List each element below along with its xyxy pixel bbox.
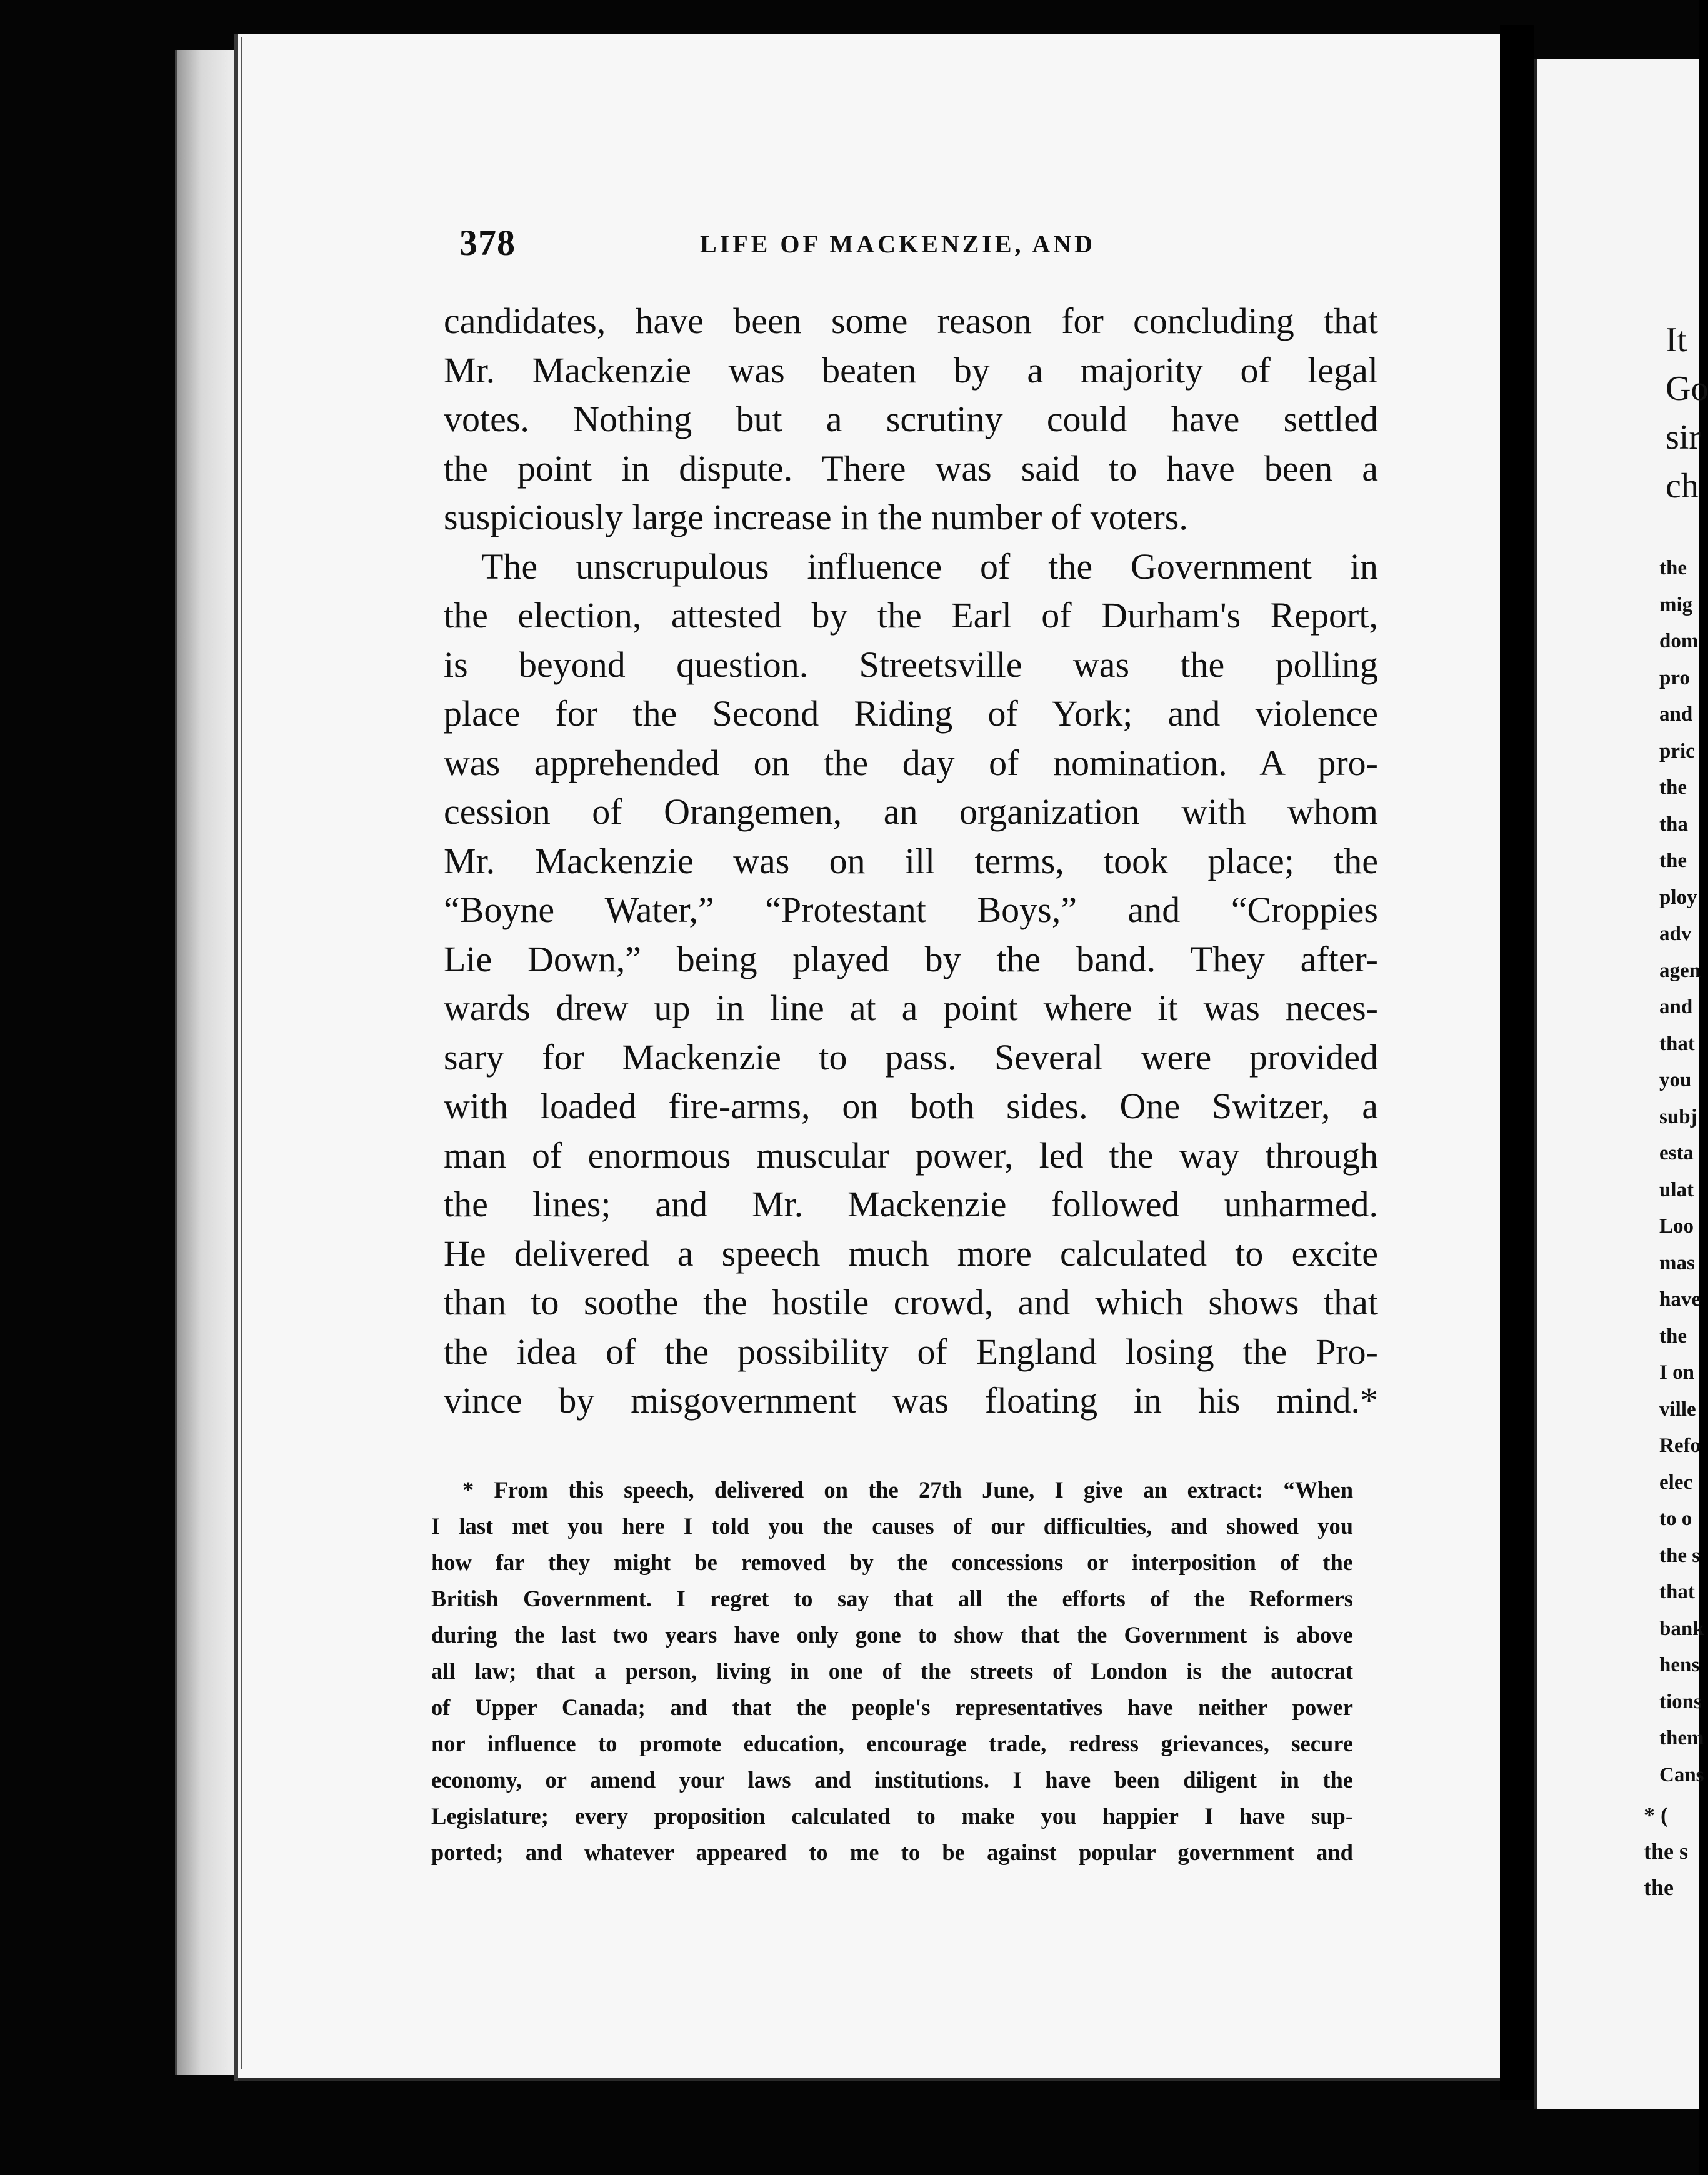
book-edge bbox=[175, 50, 237, 2075]
text-line: with loaded fire-arms, on both sides. One Switzer, a bbox=[444, 1086, 1378, 1126]
right-column-line: ville bbox=[1659, 1398, 1696, 1421]
text-line: is beyond question. Streetsville was the polling bbox=[444, 644, 1378, 685]
right-column-line: tions bbox=[1659, 1690, 1702, 1713]
right-column-line: the bbox=[1659, 557, 1687, 579]
book-gutter bbox=[1500, 25, 1534, 2100]
footnote-line: how far they might be removed by the concessions or interposition of the bbox=[431, 1549, 1353, 1575]
footnote-line: I last met you here I told you the causes of our difficulties, and showed you bbox=[431, 1513, 1353, 1539]
right-column-line: that bbox=[1659, 1581, 1695, 1603]
right-page-clip bbox=[1534, 59, 1708, 2109]
right-column-line: tha bbox=[1659, 812, 1688, 836]
right-column-line: hens bbox=[1659, 1654, 1700, 1676]
right-column-line: esta bbox=[1659, 1142, 1694, 1164]
right-column-line: pro bbox=[1659, 666, 1690, 689]
right-column-line: dom bbox=[1659, 630, 1699, 652]
right-footnote-line: the bbox=[1644, 1875, 1674, 1900]
text-line: candidates, have been some reason for concluding that bbox=[444, 301, 1378, 341]
page-number: 378 bbox=[459, 222, 516, 263]
right-column-line: I on bbox=[1659, 1361, 1694, 1384]
right-column-line: them bbox=[1659, 1727, 1704, 1749]
footnote bbox=[431, 1472, 1353, 1871]
page-border-line bbox=[241, 38, 242, 2069]
right-column-line: Cans bbox=[1659, 1763, 1704, 1786]
right-head-line: It bbox=[1666, 321, 1687, 359]
text-line: suspiciously large increase in the number of voters. bbox=[444, 497, 1188, 538]
text-line: than to soothe the hostile crowd, and which shows that bbox=[444, 1282, 1378, 1322]
text-line: Lie Down,” being played by the band. They after- bbox=[444, 938, 1378, 979]
text-line: the lines; and Mr. Mackenzie followed unharmed. bbox=[444, 1184, 1378, 1224]
text-line: votes. Nothing but a scrutiny could have settled bbox=[444, 399, 1378, 439]
text-line: place for the Second Riding of York; and violence bbox=[444, 693, 1378, 734]
right-column-line: pric bbox=[1659, 739, 1695, 762]
text-line: Mr. Mackenzie was on ill terms, took place; the bbox=[444, 840, 1378, 881]
right-column-line: adv bbox=[1659, 922, 1692, 945]
footnote-line: ported; and whatever appeared to me to be against popular government and bbox=[431, 1839, 1353, 1865]
footnote-line: during the last two years have only gone to show that the Government is above bbox=[431, 1622, 1353, 1648]
text-line: Mr. Mackenzie was beaten by a majority of legal bbox=[444, 349, 1378, 391]
footnote-line: * From this speech, delivered on the 27th June, I give an extract: “When bbox=[462, 1477, 1353, 1502]
right-column-line: to o bbox=[1659, 1508, 1692, 1530]
text-line: was apprehended on the day of nomination. A pro- bbox=[444, 742, 1378, 783]
right-column-line: mig bbox=[1659, 593, 1693, 616]
right-column-line: ulat bbox=[1659, 1178, 1694, 1201]
right-column-line: Loo bbox=[1659, 1215, 1694, 1238]
text-line: wards drew up in line at a point where it was neces- bbox=[444, 988, 1378, 1028]
text-line: He delivered a speech much more calculated to excite bbox=[444, 1232, 1378, 1274]
footnote-line: of Upper Canada; and that the people's representatives have neither power bbox=[431, 1694, 1353, 1720]
right-column-line: ploy bbox=[1659, 886, 1697, 909]
text-line: The unscrupulous influence of the Government in bbox=[481, 546, 1378, 587]
right-column-line: bank bbox=[1659, 1617, 1704, 1640]
right-column-line: have bbox=[1659, 1288, 1701, 1311]
running-head bbox=[459, 222, 1366, 266]
right-column-line: that bbox=[1659, 1032, 1695, 1055]
footnote-line: British Government. I regret to say that all the efforts of the Reformers bbox=[431, 1586, 1353, 1611]
right-column-line: the bbox=[1659, 776, 1687, 799]
right-column-line: subj bbox=[1659, 1105, 1697, 1128]
right-head-line: sir bbox=[1666, 418, 1701, 457]
right-head-line: ch bbox=[1666, 467, 1699, 506]
right-column-line: the s bbox=[1659, 1544, 1701, 1567]
text-line: the idea of the possibility of England losing the Pro- bbox=[444, 1331, 1378, 1372]
footnote-line: nor influence to promote education, encourage trade, redress grievances, secure bbox=[431, 1731, 1353, 1756]
right-footnote-line: * ( bbox=[1644, 1802, 1668, 1828]
right-column-line: elec bbox=[1659, 1471, 1693, 1494]
text-line: man of enormous muscular power, led the way through bbox=[444, 1134, 1378, 1176]
right-head-line: Go bbox=[1666, 369, 1708, 408]
right-column-line: and bbox=[1659, 703, 1693, 726]
text-line: vince by misgovernment was floating in his mind.* bbox=[444, 1380, 1378, 1421]
body-text bbox=[444, 297, 1378, 1426]
text-line: cession of Orangemen, an organization with whom bbox=[444, 791, 1378, 832]
running-title: LIFE OF MACKENZIE, AND bbox=[700, 230, 1096, 258]
right-column-line: agen bbox=[1659, 959, 1701, 982]
right-column-line: Refo bbox=[1659, 1434, 1701, 1457]
right-column-line: and bbox=[1659, 996, 1693, 1018]
right-footnote-line: the s bbox=[1644, 1839, 1688, 1864]
footnote-line: all law; that a person, living in one of the streets of London is the autocrat bbox=[431, 1658, 1353, 1684]
footnote-line: Legislature; every proposition calculated to make you happier I have sup- bbox=[431, 1803, 1353, 1829]
right-column-line: the bbox=[1659, 849, 1687, 872]
right-page-head bbox=[1666, 316, 1708, 511]
footnote-line: economy, or amend your laws and institutions. I have been diligent in the bbox=[431, 1767, 1353, 1792]
right-column-line: mas bbox=[1659, 1251, 1695, 1274]
text-line: “Boyne Water,” “Protestant Boys,” and “Croppies bbox=[444, 889, 1378, 930]
text-line: the point in dispute. There was said to have been a bbox=[444, 448, 1378, 489]
right-column-line: you bbox=[1659, 1069, 1692, 1091]
text-line: the election, attested by the Earl of Durham's Report, bbox=[444, 595, 1378, 636]
text-line: sary for Mackenzie to pass. Several were provided bbox=[444, 1036, 1378, 1078]
right-page-footnote bbox=[1644, 1797, 1688, 1906]
right-page-column bbox=[1659, 550, 1704, 1793]
right-column-line: the bbox=[1659, 1324, 1687, 1348]
